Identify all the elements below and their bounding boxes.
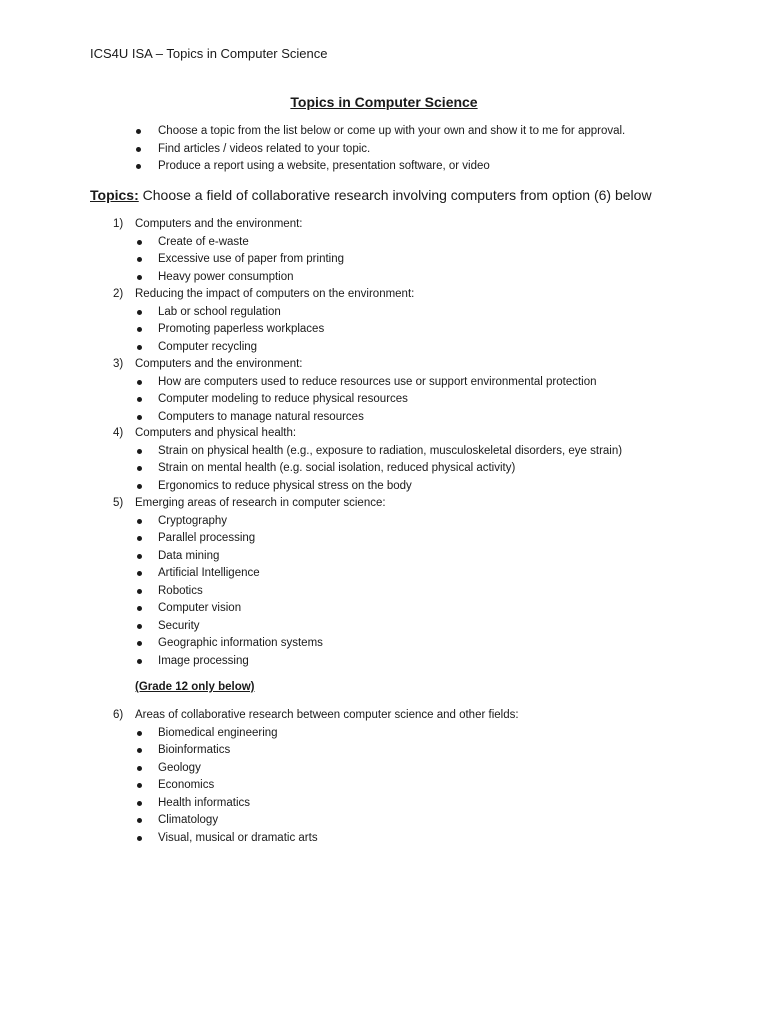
topic-item-text: Computer modeling to reduce physical resources: [158, 393, 408, 405]
intro-bullet: [0, 158, 768, 176]
topic-item: [0, 269, 768, 287]
topic-item-text: Artificial Intelligence: [158, 567, 260, 579]
bullet-dot-icon: [137, 606, 142, 611]
bullet-dot-icon: [137, 554, 142, 559]
bullet-dot-icon: [137, 659, 142, 664]
topic-number: 4): [113, 427, 124, 439]
topic-title: Computers and the environment:: [135, 218, 303, 230]
topic-3: [0, 356, 768, 426]
bullet-dot-icon: [136, 164, 141, 169]
bullet-dot-icon: [136, 129, 141, 134]
topic-item-text: Security: [158, 619, 200, 632]
bullet-dot-icon: [137, 484, 142, 489]
topic-item-text: Strain on physical health (e.g., exposure to radiation, musculoskeletal disorders, eye strain): [158, 444, 623, 457]
topic-number: 1): [113, 218, 124, 230]
bullet-dot-icon: [137, 257, 142, 262]
topic-item-text: Promoting paperless workplaces: [158, 323, 325, 335]
bullet-dot-icon: [137, 449, 142, 454]
topic-item: [0, 725, 768, 743]
topics-label: Topics:: [90, 187, 139, 203]
topic-number: 2): [113, 288, 124, 300]
topic-item-text: Computer vision: [158, 602, 242, 614]
topic-item-text: Parallel processing: [158, 532, 256, 544]
intro-bullet-text: Produce a report using a website, presentation software, or video: [158, 160, 490, 172]
bullet-dot-icon: [137, 397, 142, 402]
topic-item-text: Ergonomics to reduce physical stress on the body: [158, 479, 412, 492]
topic-item-text: Economics: [158, 779, 215, 791]
topic-item: [0, 600, 768, 618]
topic-number: 5): [113, 497, 124, 509]
bullet-dot-icon: [137, 801, 142, 806]
topic-6: [0, 707, 768, 847]
topic-2: [0, 286, 768, 356]
topic-item: [0, 443, 768, 461]
topic-item: [0, 565, 768, 583]
topic-item: [0, 409, 768, 427]
bullet-dot-icon: [136, 147, 141, 152]
intro-bullet-text: Choose a topic from the list below or come up with your own and show it to me for approval.: [158, 125, 626, 137]
topic-item-text: Create of e-waste: [158, 235, 249, 248]
bullet-dot-icon: [137, 310, 142, 315]
bullet-dot-icon: [137, 415, 142, 420]
topic-item: [0, 760, 768, 778]
topic-item: [0, 635, 768, 653]
topic-heading: [0, 425, 768, 443]
topic-item: [0, 234, 768, 252]
topic-item: [0, 391, 768, 409]
bullet-dot-icon: [137, 783, 142, 788]
topic-5: [0, 495, 768, 670]
page-header: ICS4U ISA – Topics in Computer Science: [90, 46, 328, 61]
topic-item: [0, 530, 768, 548]
topic-item-text: Image processing: [158, 654, 249, 667]
bullet-dot-icon: [137, 589, 142, 594]
topic-item-text: Lab or school regulation: [158, 305, 281, 318]
topic-item-text: Robotics: [158, 584, 203, 597]
topic-item: [0, 251, 768, 269]
bullet-dot-icon: [137, 275, 142, 280]
topic-item-text: Data mining: [158, 549, 220, 562]
topic-item-text: Climatology: [158, 814, 219, 826]
topic-heading: [0, 356, 768, 374]
intro-bullet-list: [0, 123, 768, 176]
bullet-dot-icon: [137, 766, 142, 771]
topic-item: [0, 548, 768, 566]
topic-item: [0, 374, 768, 392]
topic-item-text: Cryptography: [158, 514, 228, 527]
topic-item: [0, 513, 768, 531]
topic-item-text: Strain on mental health (e.g. social isolation, reduced physical activity): [158, 462, 516, 474]
topic-item-text: Heavy power consumption: [158, 270, 294, 283]
bullet-dot-icon: [137, 731, 142, 736]
topic-heading: [0, 286, 768, 304]
topic-heading: [0, 216, 768, 234]
bullet-dot-icon: [137, 466, 142, 471]
intro-bullet: [0, 123, 768, 141]
topic-item-text: Health informatics: [158, 796, 251, 809]
topic-item-text: Bioinformatics: [158, 744, 231, 756]
bullet-dot-icon: [137, 240, 142, 245]
topic-item-text: How are computers used to reduce resources use or support environmental protection: [158, 375, 597, 388]
bullet-dot-icon: [137, 748, 142, 753]
topic-item-text: Geographic information systems: [158, 637, 323, 649]
topic-title: Computers and the environment:: [135, 358, 303, 370]
topic-title: Emerging areas of research in computer science:: [135, 497, 386, 509]
topic-item: [0, 321, 768, 339]
topic-item: [0, 304, 768, 322]
topic-item-text: Excessive use of paper from printing: [158, 253, 345, 265]
topic-item: [0, 812, 768, 830]
topic-heading: [0, 707, 768, 725]
topic-heading: [0, 495, 768, 513]
topic-item-text: Biomedical engineering: [158, 726, 278, 739]
topic-item: [0, 460, 768, 478]
topic-item-text: Visual, musical or dramatic arts: [158, 831, 318, 844]
topic-item: [0, 777, 768, 795]
intro-bullet: [0, 141, 768, 159]
topic-number: 6): [113, 709, 124, 721]
topic-item-text: Computer recycling: [158, 340, 258, 353]
bullet-dot-icon: [137, 641, 142, 646]
bullet-dot-icon: [137, 836, 142, 841]
topic-item: [0, 653, 768, 671]
topic-number: 3): [113, 358, 124, 370]
topic-title: Computers and physical health:: [135, 427, 297, 439]
bullet-dot-icon: [137, 519, 142, 524]
bullet-dot-icon: [137, 624, 142, 629]
topic-4: [0, 425, 768, 495]
topic-item: [0, 830, 768, 848]
topic-item: [0, 478, 768, 496]
bullet-dot-icon: [137, 536, 142, 541]
topic-title: Areas of collaborative research between computer science and other fields:: [135, 709, 519, 721]
intro-bullet-text: Find articles / videos related to your topic.: [158, 142, 371, 155]
topic-1: [0, 216, 768, 286]
bullet-dot-icon: [137, 345, 142, 350]
topic-title: Reducing the impact of computers on the environment:: [135, 288, 415, 300]
document-title: Topics in Computer Science: [290, 94, 478, 110]
bullet-dot-icon: [137, 327, 142, 332]
bullet-dot-icon: [137, 380, 142, 385]
topic-item: [0, 618, 768, 636]
topic-item: [0, 339, 768, 357]
topic-item-text: Geology: [158, 761, 201, 774]
topic-item: [0, 583, 768, 601]
bullet-dot-icon: [137, 571, 142, 576]
topic-item: [0, 795, 768, 813]
topics-instruction: Choose a field of collaborative research involving computers from option (6) below: [142, 187, 652, 203]
topic-item: [0, 742, 768, 760]
grade-12-note: (Grade 12 only below): [135, 681, 255, 693]
topics-heading: [90, 187, 652, 203]
topic-item-text: Computers to manage natural resources: [158, 410, 364, 423]
bullet-dot-icon: [137, 818, 142, 823]
